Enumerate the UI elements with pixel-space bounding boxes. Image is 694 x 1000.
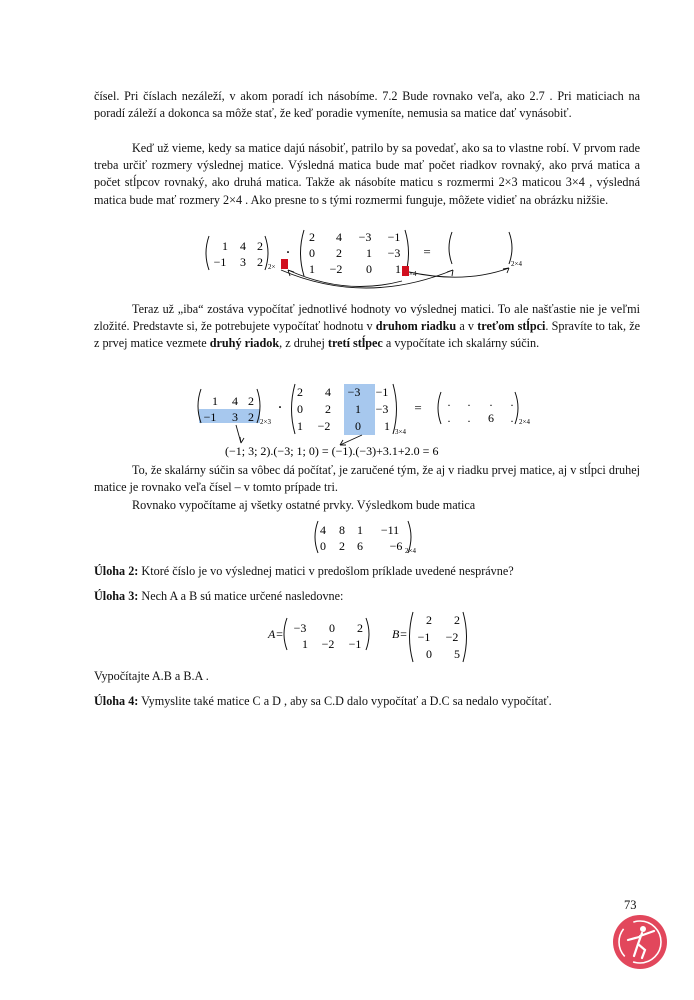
task-4: Úloha 4: Vymyslite také matice C a D , aby sa C.D dalo vypočítať a D.C sa nedalo vypočítať. [94, 694, 552, 708]
fig2-a-22: 3 [232, 410, 238, 424]
task3-b-21: −1 [417, 630, 431, 644]
fig2-c-22: . [467, 411, 471, 425]
fig1-dot: . [286, 240, 290, 257]
fig1-b-24: −3 [387, 246, 401, 260]
task3-a-13: 2 [357, 621, 363, 635]
result-22: 2 [339, 539, 345, 553]
fig2-c-13: . [489, 395, 493, 409]
fig1-b-31: 1 [309, 262, 315, 276]
paragraph-4: To, že skalárny súčin sa vôbec dá počítať, je zaručené tým, že aj v riadku prvej matice, aj v stĺpci druhej matice je rovnako veľa čísel – v tomto prípade tri. [94, 463, 640, 495]
fig1-b-11: 2 [309, 230, 315, 244]
fig2-dot: . [278, 395, 282, 412]
fig2-b-11: 2 [297, 385, 303, 399]
task3-a-label: A= [268, 627, 284, 641]
result-21: 0 [320, 539, 326, 553]
figure-dimensions [195, 226, 540, 302]
fig1-c-dim: 2×4 [511, 260, 522, 268]
fig2-b-21: 0 [297, 402, 303, 416]
fig1-b-23: 1 [366, 246, 372, 260]
task3-b-label: B= [392, 627, 408, 641]
fig2-b-12: 4 [325, 385, 331, 399]
fig1-b-32: −2 [329, 262, 343, 276]
fig2-c-11: . [447, 395, 451, 409]
fig2-a-dim: 2×3 [260, 418, 271, 426]
fig1-b-12: 4 [336, 230, 342, 244]
fig1-marker-a [281, 259, 288, 269]
fig2-c-14: . [510, 395, 514, 409]
page-number: 73 [624, 898, 637, 912]
result-24: −6 [389, 539, 403, 553]
task3-b-12: 2 [454, 613, 460, 627]
fig2-b-34: 1 [384, 419, 390, 433]
fig1-a-11: 1 [222, 239, 228, 253]
fig1-a-22: 3 [240, 255, 246, 269]
task3-a-22: −2 [321, 637, 335, 651]
fig1-a-23: 2 [257, 255, 263, 269]
fig1-marker-b [402, 266, 409, 276]
fig2-b-32: −2 [317, 419, 331, 433]
fig1-a-21: −1 [213, 255, 227, 269]
gymnast-logo-icon [612, 914, 668, 970]
fig1-a-12: 4 [240, 239, 246, 253]
fig2-b-14: −1 [375, 385, 389, 399]
task3-b-32: 5 [454, 647, 460, 661]
fig1-a-13: 2 [257, 239, 263, 253]
fig2-a-23: 2 [248, 410, 254, 424]
paragraph-2: Keď už vieme, kedy sa matice dajú násobiť, patrilo by sa povedať, ako sa to vlastne robí. V prvom rade treba určiť rozmery výslednej matice. Výsledná matica bude mať počet riadkov rovnaký, ako prvá matica a počet stĺpcov rovnaký, ako druhá matica. Takže ak násobíte maticu s rozmermi 2×3 maticou 3×4 , výsledná matica bude mať rozmery 2×4 . Ako presne to s tými rozmermi funguje, môžete vidieť na obrázku nižšie. [94, 141, 640, 207]
task3-a-12: 0 [329, 621, 335, 635]
result-14: −11 [380, 523, 400, 537]
fig2-c-dim: 2×4 [519, 418, 530, 426]
fig2-c-12: . [467, 395, 471, 409]
fig2-b-33: 0 [355, 419, 361, 433]
fig1-b-22: 2 [336, 246, 342, 260]
fig2-a-11: 1 [212, 394, 218, 408]
fig2-b-13: −3 [347, 385, 361, 399]
task3-a-23: −1 [348, 637, 362, 651]
fig1-b-dim: ×4 [409, 270, 417, 278]
result-23: 6 [357, 539, 363, 553]
fig2-b-31: 1 [297, 419, 303, 433]
task3-b-31: 0 [426, 647, 432, 661]
fig2-c-21: . [447, 411, 451, 425]
task3-a-21: 1 [302, 637, 308, 651]
result-11: 4 [320, 523, 326, 537]
task3-b-11: 2 [426, 613, 432, 627]
figure-scalar-product [190, 380, 550, 462]
fig2-c-23: 6 [488, 411, 494, 425]
fig1-b-33: 0 [366, 262, 372, 276]
fig2-a-12: 4 [232, 394, 238, 408]
paragraph-1: čísel. Pri číslach nezáleží, v akom poradí ich násobíme. 7.2 Bude rovnako veľa, ako 2.7 . Pri maticiach na poradí záleží a dokonca sa môže stať, že keď poradie vymeníte, nemusia sa matice dať vynásobiť. [94, 89, 640, 121]
task3-a-11: −3 [293, 621, 307, 635]
fig2-calc: (−1; 3; 2).(−3; 1; 0) = (−1).(−3)+3.1+2.0 = 6 [225, 444, 439, 458]
result-13: 1 [357, 523, 363, 537]
fig2-b-24: −3 [375, 402, 389, 416]
fig1-a-dim: 2× [268, 263, 276, 271]
task3-b-22: −2 [445, 630, 459, 644]
fig2-b-22: 2 [325, 402, 331, 416]
paragraph-5: Rovnako vypočítame aj všetky ostatné prvky. Výsledkom bude matica [132, 498, 476, 512]
fig2-b-dim: 3×4 [395, 428, 406, 436]
task-3-compute: Vypočítajte A.B a B.A . [94, 669, 209, 683]
fig2-equals: = [414, 400, 422, 415]
fig2-b-23: 1 [355, 402, 361, 416]
fig1-b-34: 1 [395, 262, 401, 276]
fig1-b-21: 0 [309, 246, 315, 260]
result-matrix [308, 518, 428, 558]
result-12: 8 [339, 523, 345, 537]
fig2-a-13: 2 [248, 394, 254, 408]
fig2-a-21: −1 [203, 410, 217, 424]
paragraph-3: Teraz už „iba“ zostáva vypočítať jednotlivé hodnoty vo výslednej matici. To ale našťastie nie je veľmi zložité. Predstavte si, že potrebujete vypočítať hodnotu v druhom riadku a v treťom stĺpci. Spravíte to tak, že z prvej matice vezmete druhý riadok, z druhej tretí stĺpec a vypočítate ich skalárny súčin. [94, 302, 641, 351]
task-3: Úloha 3: Nech A a B sú matice určené nasledovne: [94, 589, 344, 603]
result-dim: 2×4 [405, 547, 416, 555]
fig2-c-24: . [510, 411, 514, 425]
fig1-b-13: −3 [358, 230, 372, 244]
fig1-equals: = [423, 244, 431, 259]
task3-matrices [262, 610, 472, 666]
task-2: Úloha 2: Ktoré číslo je vo výslednej matici v predošlom príklade uvedené nesprávne? [94, 564, 514, 578]
fig1-b-14: −1 [387, 230, 401, 244]
